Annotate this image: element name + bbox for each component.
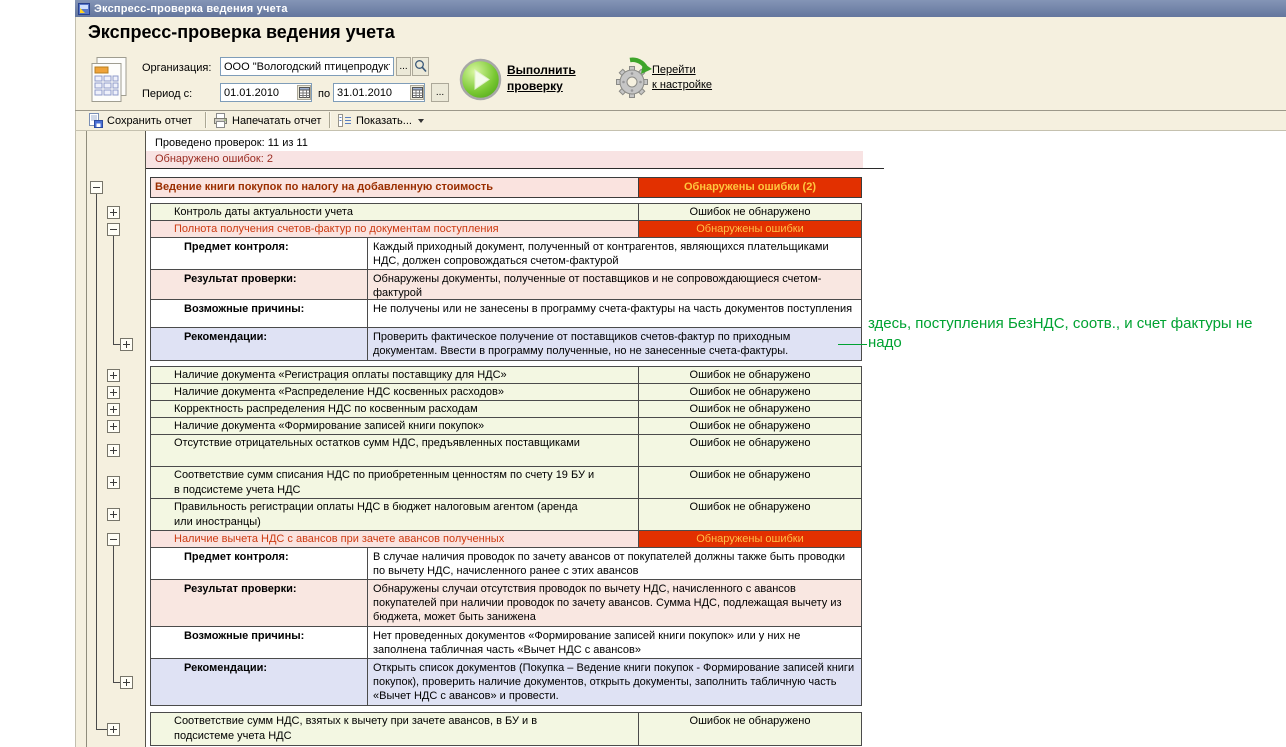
check-name: Контроль даты актуальности учета [174,206,353,218]
period-to-calendar-button[interactable] [410,85,424,100]
check-row [150,383,862,401]
summary-checks: Проведено проверок: 11 из 11 [155,137,308,149]
tree-expand-toggle[interactable] [107,476,120,489]
print-report-button[interactable] [213,112,321,129]
detail-row [150,237,862,270]
detail-row [150,269,862,300]
check-row [150,400,862,418]
check-name: Наличие документа «Распределение НДС косвенных расходов» [174,386,505,398]
detail-text: Обнаружены случаи отсутствия проводок по вычету НДС, начисленного с авансов покупателей при наличии проводок по зачету авансов. Сумма НДС, подлежащая вычету из бюджета, может быть занижена [373,583,842,623]
tree-collapse-toggle[interactable] [90,181,103,194]
gutter-left-border [86,131,87,747]
check-status: Ошибок не обнаружено [638,401,861,417]
report-icon [88,56,132,104]
check-row [150,434,862,467]
toolbar-separator [205,112,207,128]
detail-text: Проверить фактическое получение от поставщиков счетов-фактур по приходным документам. Ввести в программу полученные, но не занесенные счета-фактуры. [373,331,791,357]
check-name: Соответствие сумм НДС, взятых к вычету при зачете авансов, в БУ и в подсистеме учета НДС [174,715,538,742]
tree-line [113,236,114,345]
org-input[interactable] [220,57,394,76]
check-status: Ошибок не обнаружено [638,384,861,400]
check-name: Отсутствие отрицательных остатков сумм НДС, предъявленных поставщиками [174,437,580,449]
summary-underline [146,168,884,169]
org-more-button[interactable]: ... [396,57,411,76]
check-name: Наличие документа «Формирование записей книги покупок» [174,420,485,432]
period-label: Период с: [142,88,193,100]
period-from-calendar-button[interactable] [297,85,311,100]
tree-expand-toggle[interactable] [120,676,133,689]
run-check-link[interactable] [507,62,576,94]
check-row [150,466,862,499]
detail-label: Результат проверки: [151,580,368,626]
period-to-label: по [318,88,331,100]
annotation-callout-line [838,344,867,345]
tree-line [96,729,107,730]
check-name: Наличие вычета НДС с авансов при зачете авансов полученных [151,531,638,547]
detail-text: Не получены или не занесены в программу счета-фактуры на часть документов поступления [373,303,853,315]
detail-row [150,579,862,627]
window-title: Экспресс-проверка ведения учета [94,2,288,15]
tree-line [113,682,120,683]
tree-expand-toggle[interactable] [107,206,120,219]
detail-row [150,299,862,328]
tree-expand-toggle[interactable] [107,723,120,736]
detail-row [150,547,862,580]
check-status: Ошибок не обнаружено [638,713,861,745]
show-options-icon [337,113,352,128]
detail-text: Нет проведенных документов «Формирование записей книги покупок» или у них не заполнена табличная часть «Вычет НДС с авансов» [373,630,801,656]
chevron-down-icon [418,119,424,123]
tree-line [113,546,114,683]
section-header-row [150,177,862,198]
detail-text: В случае наличия проводок по зачету авансов от покупателей должны также быть проводки по вычету НДС, начисленного ранее с этих авансов [373,551,845,577]
detail-label: Предмет контроля: [151,238,368,269]
detail-text: Каждый приходный документ, полученный от контрагентов, являющихся плательщиками НДС, должен сопровождаться счетом-фактурой [373,241,829,267]
page-title: Экспресс-проверка ведения учета [88,22,395,42]
print-report-icon [213,113,228,128]
tree-expand-toggle[interactable] [107,403,120,416]
magnifier-icon [414,59,427,74]
check-name: Соответствие сумм списания НДС по приобретенным ценностям по счету 19 БУ и в подсистеме учета НДС [174,469,595,496]
settings-link-line1: Перейти [652,64,696,76]
gear-icon[interactable] [610,56,656,102]
detail-label: Рекомендации: [151,328,368,360]
save-report-button[interactable] [88,112,192,129]
check-status: Ошибок не обнаружено [638,367,861,383]
calendar-icon [299,87,310,98]
check-name: Наличие документа «Регистрация оплаты поставщику для НДС» [174,369,507,381]
detail-row [150,327,862,361]
summary-errors: Обнаружено ошибок: 2 [146,151,863,168]
check-row [150,417,862,435]
detail-label: Возможные причины: [151,627,368,658]
tree-collapse-toggle[interactable] [107,223,120,236]
check-row [150,712,862,746]
check-status: Ошибок не обнаружено [638,418,861,434]
detail-text: Открыть список документов (Покупка – Ведение книги покупок - Формирование записей книги покупок), проверить наличие документов, открыть документы, заполнить табличную часть «Вычет НДС с авансов» и провести. [373,662,855,702]
detail-text: Обнаружены документы, полученные от поставщиков и не сопровождающиеся счетом-фактурой [373,273,822,299]
tree-line [96,194,97,730]
check-row [150,366,862,384]
check-status: Обнаружены ошибки [638,221,861,237]
settings-link[interactable] [652,63,712,93]
detail-label: Результат проверки: [151,270,368,299]
tree-expand-toggle[interactable] [107,369,120,382]
header-separator [75,110,1286,111]
tree-collapse-toggle[interactable] [107,533,120,546]
org-label: Организация: [142,62,212,74]
check-row [150,530,862,548]
run-check-link-line2: проверку [507,79,563,93]
tree-expand-toggle[interactable] [107,508,120,521]
tree-expand-toggle[interactable] [107,420,120,433]
check-row [150,203,862,221]
check-name: Корректность распределения НДС по косвенным расходам [174,403,478,415]
check-name: Полнота получения счетов-фактур по документам поступления [151,221,638,237]
detail-label: Рекомендации: [151,659,368,705]
annotation-note: здесь, поступления БезНДС, соотв., и счет фактуры не надо [868,315,1253,351]
window-icon [78,3,90,15]
section-title: Ведение книги покупок по налогу на добавленную стоимость [151,178,638,197]
section-status-badge: Обнаружены ошибки (2) [638,178,861,197]
toolbar-separator [329,112,331,128]
org-search-button[interactable] [412,57,429,76]
detail-row [150,626,862,659]
check-row [150,220,862,238]
check-status: Ошибок не обнаружено [638,467,861,498]
check-status: Ошибок не обнаружено [638,204,861,220]
gutter-right-border [145,131,146,747]
detail-label: Возможные причины: [151,300,368,327]
tree-expand-toggle[interactable] [120,338,133,351]
tree-line [113,344,120,345]
detail-row [150,658,862,706]
settings-link-line2: к настройке [652,79,713,91]
window-titlebar[interactable] [75,0,1286,17]
check-status: Ошибок не обнаружено [638,499,861,530]
check-status: Обнаружены ошибки [638,531,861,547]
run-check-icon[interactable] [459,58,502,101]
show-options-label: Показать... [356,114,412,127]
save-report-icon [88,113,103,128]
run-check-link-line1: Выполнить [507,63,576,77]
calendar-icon [412,87,423,98]
print-report-label: Напечатать отчет [232,114,322,127]
save-report-label: Сохранить отчет [107,114,193,127]
check-status: Ошибок не обнаружено [638,435,861,466]
detail-label: Предмет контроля: [151,548,368,579]
show-options-button[interactable] [337,112,424,129]
tree-expand-toggle[interactable] [107,386,120,399]
check-row [150,498,862,531]
tree-expand-toggle[interactable] [107,444,120,457]
period-more-button[interactable]: ... [431,83,449,102]
check-name: Правильность регистрации оплаты НДС в бюджет налоговым агентом (аренда или иностранцы) [174,501,578,528]
